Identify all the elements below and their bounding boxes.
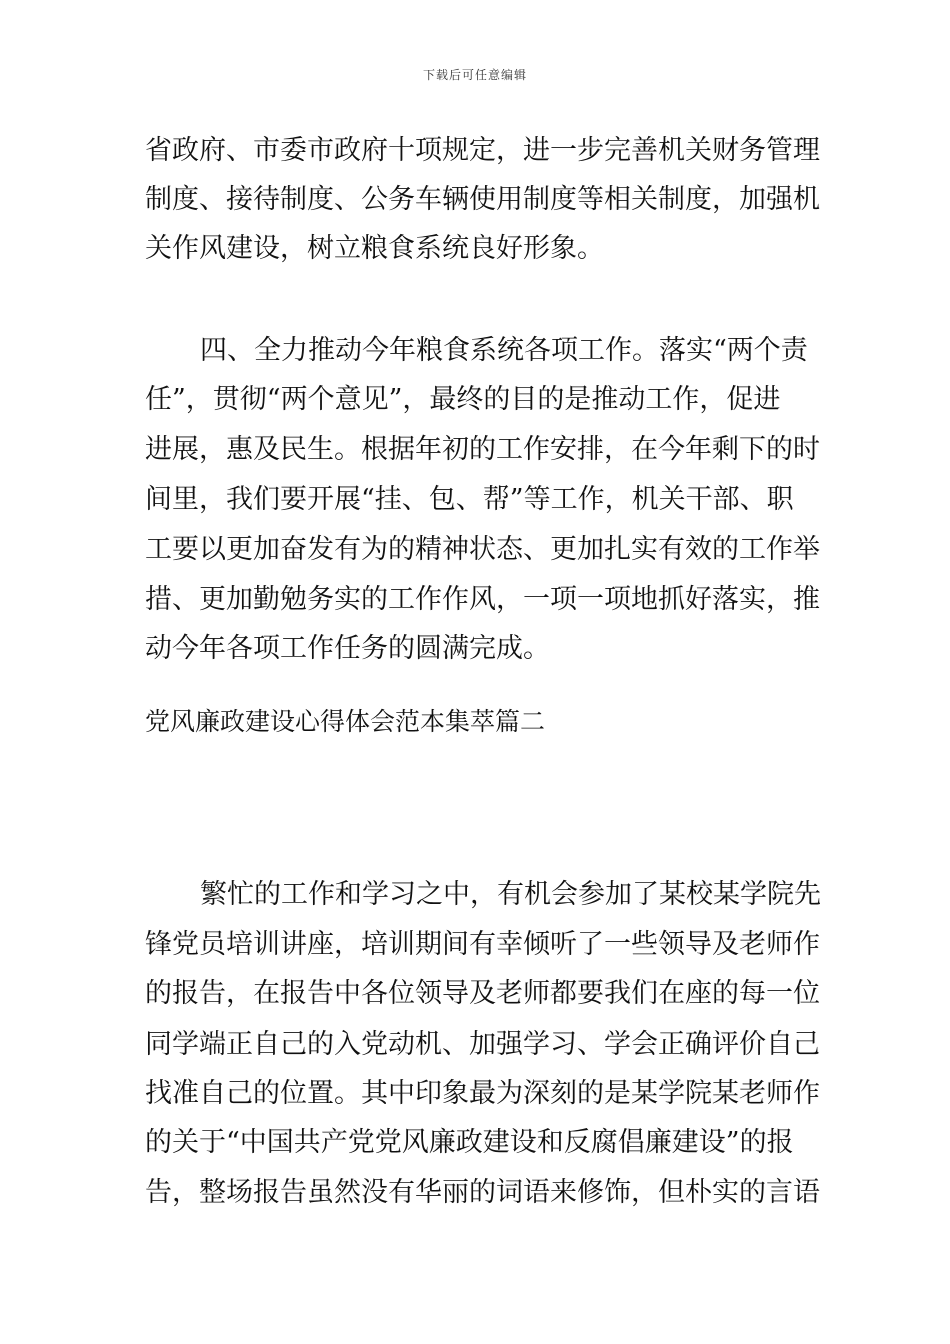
paragraph-line: 任”，贯彻“两个意见”，最终的目的是推动工作，促进 [145, 384, 781, 415]
section-title: 党风廉政建设心得体会范本集萃篇二 [145, 707, 546, 736]
paragraph-line: 锋党员培训讲座，培训期间有幸倾听了一些领导及老师作 [145, 929, 820, 960]
paragraph-line: 找准自己的位置。其中印象最为深刻的是某学院某老师作 [145, 1078, 820, 1109]
paragraph-line: 繁忙的工作和学习之中，有机会参加了某校某学院先 [200, 879, 821, 910]
paragraph-line: 制度、接待制度、公务车辆使用制度等相关制度，加强机 [145, 184, 820, 215]
paragraph-line: 进展，惠及民生。根据年初的工作安排，在今年剩下的时 [145, 434, 820, 465]
paragraph-line: 的关于“中国共产党党风廉政建设和反腐倡廉建设”的报 [145, 1127, 794, 1158]
paragraph-line: 的报告，在报告中各位领导及老师都要我们在座的每一位 [145, 978, 820, 1009]
paragraph-line: 省政府、市委市政府十项规定，进一步完善机关财务管理 [145, 135, 820, 166]
paragraph-line: 关作风建设，树立粮食系统良好形象。 [145, 233, 604, 264]
paragraph-line: 四、全力推动今年粮食系统各项工作。落实“两个责 [200, 335, 808, 366]
paragraph-line: 间里，我们要开展“挂、包、帮”等工作，机关干部、职 [145, 484, 794, 515]
paragraph-line: 措、更加勤勉务实的工作作风，一项一项地抓好落实，推 [145, 584, 820, 615]
paragraph-line: 同学端正自己的入党动机、加强学习、学会正确评价自己 [145, 1029, 820, 1060]
page-header: 下载后可任意编辑 [422, 68, 527, 82]
paragraph-line: 告，整场报告虽然没有华丽的词语来修饰，但朴实的言语 [145, 1177, 820, 1208]
paragraph-line: 工要以更加奋发有为的精神状态、更加扎实有效的工作举 [145, 534, 820, 565]
paragraph-line: 动今年各项工作任务的圆满完成。 [145, 633, 550, 664]
